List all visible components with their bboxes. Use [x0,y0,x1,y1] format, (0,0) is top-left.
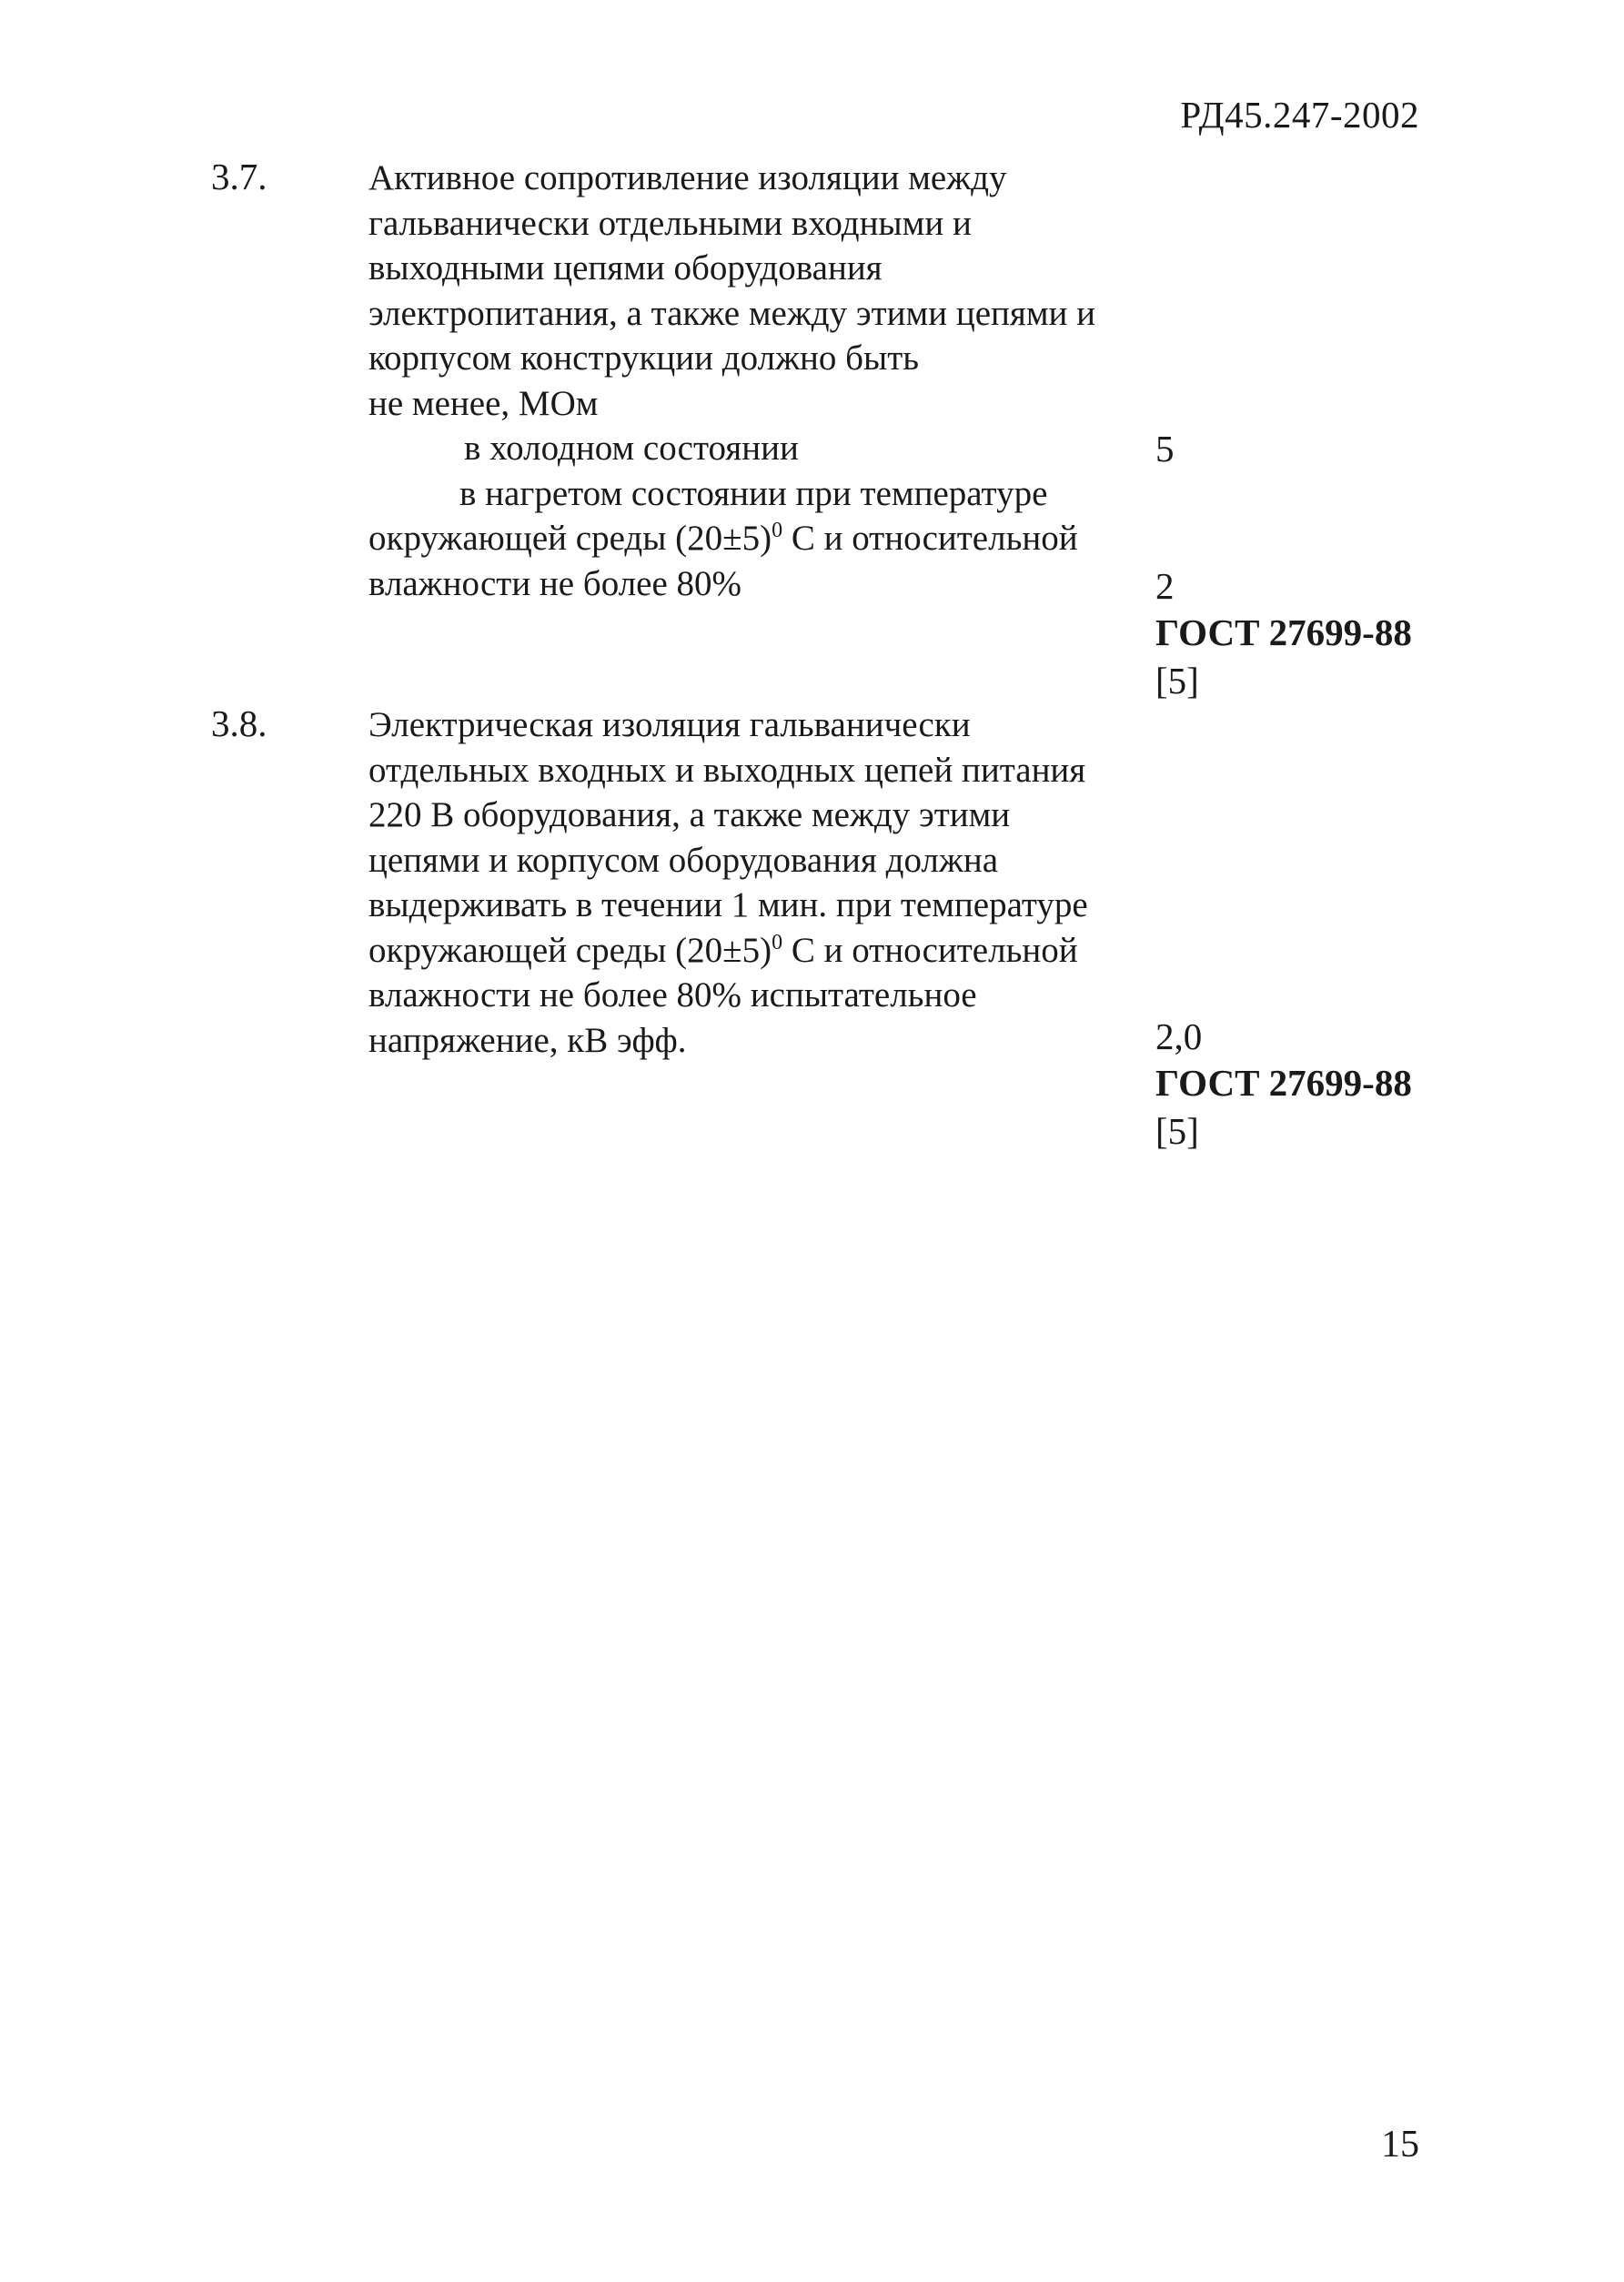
superscript: 0 [772,519,783,542]
text-line: выдерживать в течении 1 мин. при температуре [368,885,1088,924]
text-line: 220 В оборудования, а также между этими [368,795,1011,834]
value-test-voltage: 2,0 [1155,1015,1203,1057]
text-line [368,516,1151,561]
item-number-3-8: 3.8. [211,702,267,744]
reference-bracket: [5] [1155,660,1199,702]
item-number-3-7: 3.7. [211,156,267,197]
reference-bracket: [5] [1155,1110,1199,1152]
text-line: влажности не более 80% [368,563,742,603]
text-line: Активное сопротивление изоляции между [368,158,1007,197]
page-number: 15 [1381,2124,1419,2166]
text-fragment: С и относительной [782,519,1078,558]
item-text-3-8 [368,702,1151,1063]
sub-condition-hot: в нагретом состоянии при температуре [459,473,1048,513]
value-cold: 5 [1155,428,1175,470]
item-text-3-7 [368,156,1151,606]
value-hot: 2 [1155,565,1175,607]
text-line: отдельных входных и выходных цепей питания [368,750,1086,790]
text-line: влажности не более 80% испытательное [368,975,977,1015]
document-code: РД45.247-2002 [1180,94,1419,136]
text-line: гальванически отдельными входными и [368,203,972,243]
reference-standard: ГОСТ 27699-88 [1155,1062,1412,1104]
text-line: напряжение, кВ эфф. [368,1020,687,1060]
sub-condition-cold: в холодном состоянии [464,429,799,468]
text-line: цепями и корпусом оборудования должна [368,840,999,880]
text-line: корпусом конструкции должно быть [368,338,920,378]
text-line: электропитания, а также между этими цепями и [368,293,1095,333]
text-line: выходными цепями оборудования [368,248,883,288]
superscript: 0 [772,930,783,954]
text-line [368,928,1151,974]
text-fragment: С и относительной [782,930,1078,970]
reference-standard: ГОСТ 27699-88 [1155,611,1412,653]
text-fragment: окружающей среды (20±5) [368,519,772,558]
text-fragment: окружающей среды (20±5) [368,930,772,970]
text-line: Электрическая изоляция гальванически [368,705,971,744]
text-line: не менее, МОм [368,383,599,423]
